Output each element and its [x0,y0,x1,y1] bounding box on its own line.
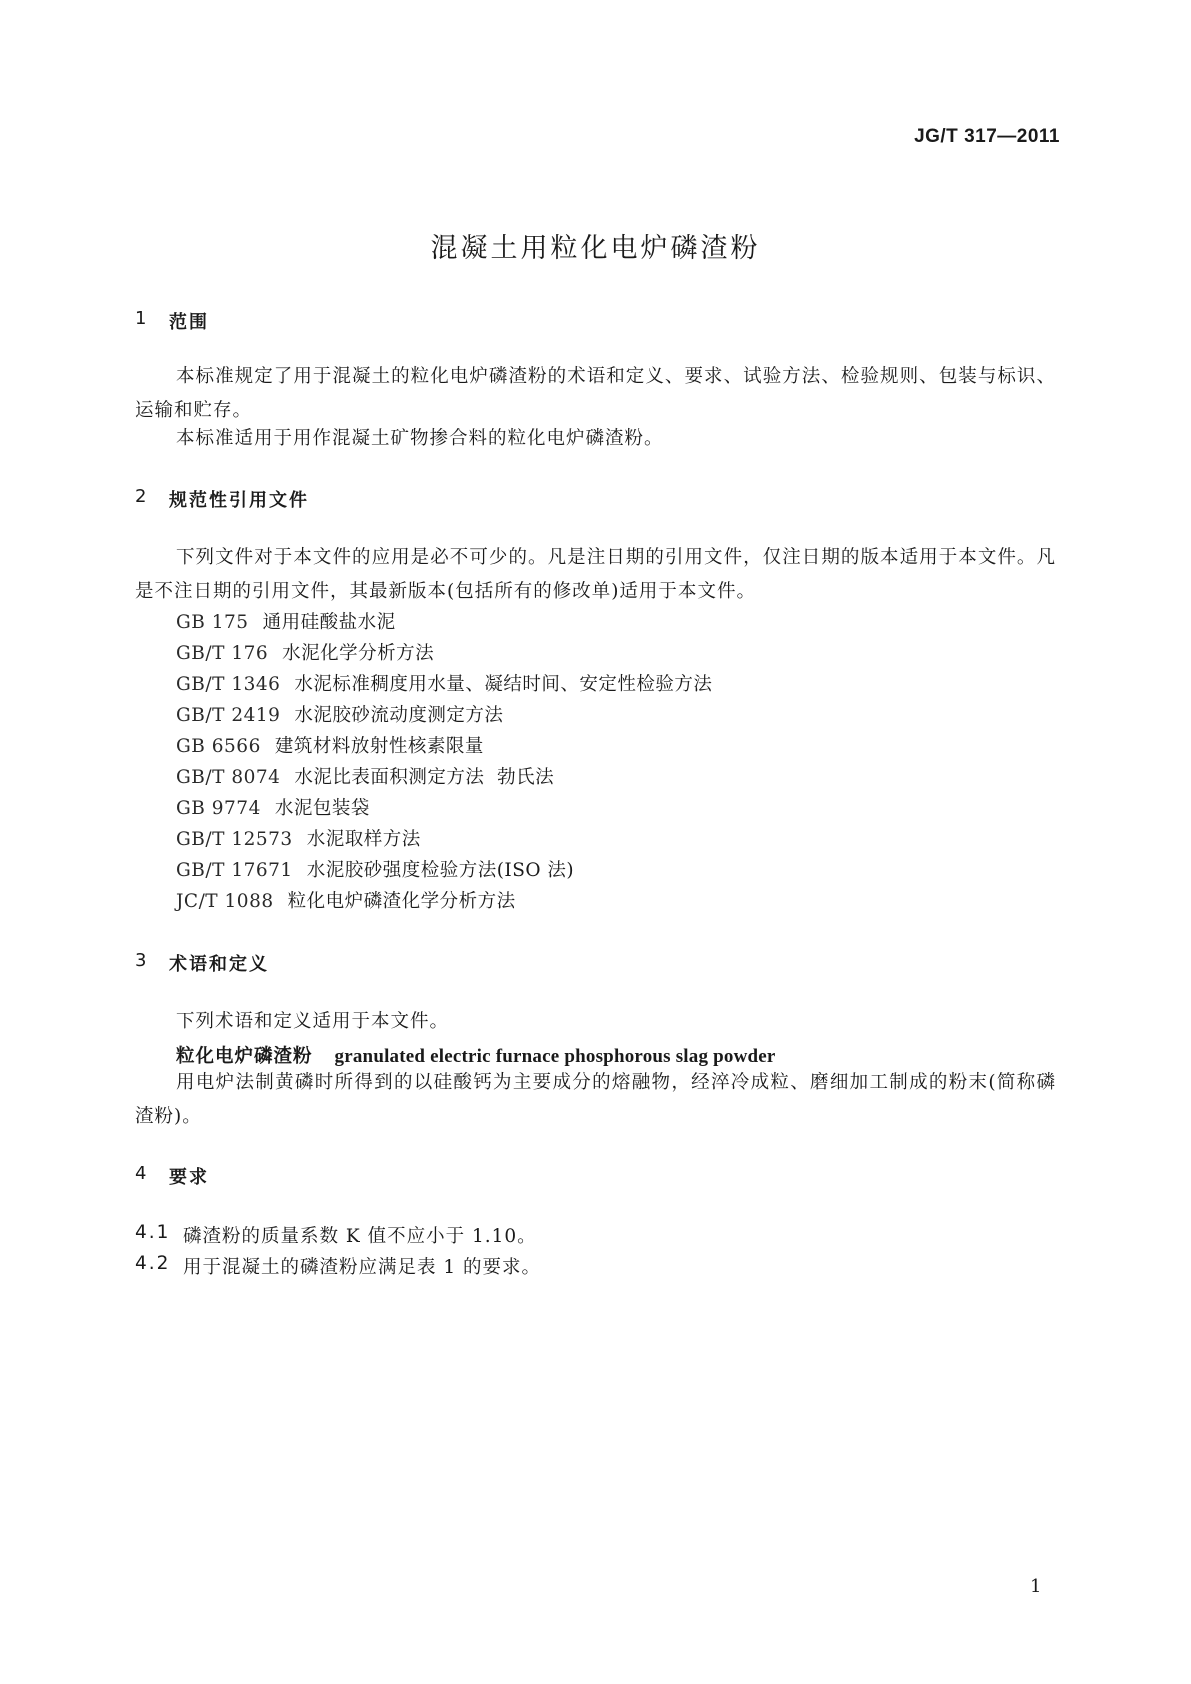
reference-code: GB/T 1346 [176,674,281,695]
reference-title: 水泥化学分析方法 [282,643,435,664]
clause-4-2 [135,1253,541,1279]
section-heading-requirements [135,1163,209,1189]
term-entry [176,1042,776,1068]
reference-item [176,670,712,696]
terms-intro: 下列术语和定义适用于本文件。 [176,1011,450,1032]
document-title: 混凝土用粒化电炉磷渣粉 [430,233,761,264]
clause-text: 磷渣粉的质量系数 K 值不应小于 1.10。 [183,1226,537,1247]
section-title: 要求 [169,1167,209,1188]
section-number: 3 [135,950,149,971]
term-chinese: 粒化电炉磷渣粉 [176,1046,313,1067]
reference-code: GB/T 12573 [176,829,293,850]
reference-code: GB/T 17671 [176,860,293,881]
reference-item [176,732,484,758]
references-intro: 下列文件对于本文件的应用是必不可少的。凡是注日期的引用文件，仅注日期的版本适用于本文件。凡是不注日期的引用文件，其最新版本(包括所有的修改单)适用于本文件。 [135,547,1056,602]
reference-item [176,887,516,913]
reference-item [176,794,370,820]
reference-title: 水泥包装袋 [274,798,370,819]
reference-title: 水泥比表面积测定方法 勃氏法 [294,767,555,788]
term-definition: 用电炉法制黄磷时所得到的以硅酸钙为主要成分的熔融物，经淬冷成粒、磨细加工制成的粉末(简称磷渣粉)。 [135,1072,1056,1127]
reference-code: GB/T 8074 [176,767,281,788]
scope-paragraph-2: 本标准适用于用作混凝土矿物掺合料的粒化电炉磷渣粉。 [176,428,664,449]
reference-item [176,856,574,882]
clause-4-1 [135,1222,537,1248]
reference-title: 水泥胶砂流动度测定方法 [294,705,504,726]
page-number: 1 [1030,1576,1042,1597]
section-number: 4 [135,1163,149,1184]
reference-title: 通用硅酸盐水泥 [262,612,396,633]
section-title: 范围 [169,312,209,333]
scope-paragraph-1: 本标准规定了用于混凝土的粒化电炉磷渣粉的术语和定义、要求、试验方法、检验规则、包装与标识、运输和贮存。 [135,366,1056,421]
clause-text: 用于混凝土的磷渣粉应满足表 1 的要求。 [183,1257,542,1278]
section-number: 1 [135,308,149,329]
reference-item [176,825,421,851]
section-heading-terms [135,950,269,976]
section-number: 2 [135,486,149,507]
reference-item [176,639,434,665]
section-title: 术语和定义 [169,954,269,975]
reference-code: GB 6566 [176,736,261,757]
reference-code: JC/T 1088 [176,891,274,912]
section-heading-scope [135,308,209,334]
reference-title: 建筑材料放射性核素限量 [274,736,484,757]
term-english: granulated electric furnace phosphorous slag powder [334,1046,776,1067]
reference-title: 水泥标准稠度用水量、凝结时间、安定性检验方法 [294,674,713,695]
section-title: 规范性引用文件 [169,490,309,511]
reference-code: GB 175 [176,612,249,633]
reference-title: 水泥取样方法 [306,829,421,850]
reference-item [176,701,503,727]
clause-number: 4.1 [135,1222,171,1243]
clause-number: 4.2 [135,1253,171,1274]
standard-code: JG/T 317—2011 [914,126,1060,147]
reference-code: GB 9774 [176,798,261,819]
reference-title: 水泥胶砂强度检验方法(ISO 法) [306,860,575,881]
reference-item [176,763,554,789]
reference-item [176,608,396,634]
reference-code: GB/T 176 [176,643,269,664]
reference-code: GB/T 2419 [176,705,281,726]
reference-title: 粒化电炉磷渣化学分析方法 [287,891,516,912]
section-heading-references [135,486,309,512]
